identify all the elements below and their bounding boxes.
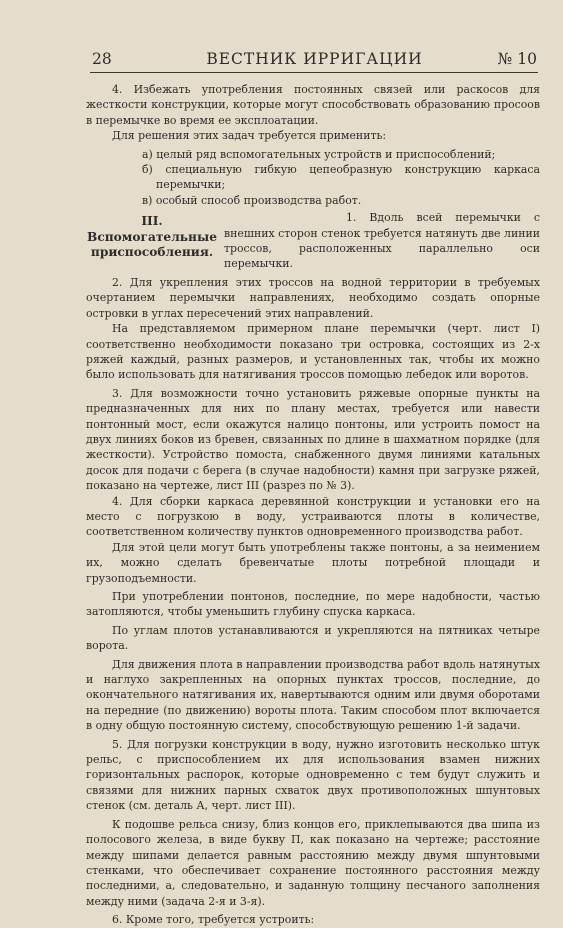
journal-title: ВЕСТНИК ИРРИГАЦИИ [206, 50, 423, 68]
paragraph-4c: При употреблении понтонов, последние, по мере надобности, частью затопляются, чтобы уменьшить глубину спуска каркаса. [86, 590, 540, 619]
page-number: 28 [92, 50, 112, 68]
header-rule [90, 72, 538, 73]
paragraph-5b: К подошве рельса снизу, близ концов его, приклепываются два шипа из полосового железа, в виде букву П, как показано на чертеже; расстояние между шипами делается равным расстоянию между двумя шпунтовыми стенками, что обеспечивает сохранение постоянного расстояния между последними, а, следовательно, и заданную толщину песчаного заполнения между ними (задача 2-я и 3-я). [86, 817, 540, 908]
paragraph-3: 3. Для возможности точно установить ряжевые опорные пункты на предназначенных для них по плану местах, требуется или навести понтонный мост, если окажутся налицо понтоны, или устроить помост на двух линиях боков из бревен, связанных по длине в шахматном порядке (для жесткости). Устройство помоста, снабженного двумя линиями катальных досок для подачи с берега (в случае надобности) камня при загрузке ряжей, показано на чертеже, лист III (разрез по № 3). [86, 386, 540, 493]
paragraph-4e: Для движения плота в направлении производства работ вдоль натянутых и наглухо закрепленных на опорных пунктах троссов, последние, до окончательного натягивания их, навертываются одним или двумя оборотами на передние (по движению) вороты плота. Таким способом плот включается в одну общую постоянную систему, способствующую решению 1-й задачи. [86, 657, 540, 733]
paragraph-5: 5. Для погрузки конструкции в воду, нужно изготовить несколько штук рельс, с приспособлением их для использования взамен нижних горизонтальных распорок, которые одновременно с тем будут служить и связями для нижних парных схваток двух противоположных шпунтовых стенок (см. деталь А, черт. лист III). [86, 737, 540, 813]
section-3-paragraph-1-text: 1. Вдоль всей перемычки с внешних сторон стенок требуется натянуть две линии троссов, расположенных параллельно оси перемычки. [224, 211, 540, 271]
paragraph-2b: На представляемом примерном плане перемычки (черт. лист I) соответственно необходимости показано три островка, состоящих из 2-х ряжей каждый, разных размеров, и установленных так, чтобы их можно было использовать для натягивания троссов помощью лебедок или воротов. [86, 322, 540, 382]
paragraph-4d: По углам плотов устанавливаются и укрепляются на пятниках четыре ворота. [86, 623, 540, 653]
body-text [86, 82, 540, 928]
paragraph-2: 2. Для укрепления этих троссов на водной территории в требуемых очертанием перемычки направлениях, необходимо создать опорные островки в углах пересечений этих направлений. [86, 275, 540, 320]
paragraph-solve-intro: Для решения этих задач требуется применить: [112, 129, 387, 143]
paragraph-4: 4. Для сборки каркаса деревянной конструкции и установки его на место с погрузкою в воду, устраиваются плоты в количестве, соответственном количеству пунктов одновременного производства работ. [86, 494, 540, 539]
list-item-b: б) специальную гибкую цепеобразную конструкцию каркаса перемычки; [142, 163, 540, 192]
paragraph-6: 6. Кроме того, требуется устроить: [112, 913, 315, 927]
section-3 [86, 210, 540, 272]
section-3-heading: III. Вспомогательные приспособления. [87, 214, 217, 260]
paragraph-4b: Для этой цели могут быть употреблены также понтоны, а за неимением их, можно сделать бревенчатые плоты потребной площади и грузоподъемности. [86, 540, 540, 585]
list-item-a: а) целый ряд вспомогательных устройств и приспособлений; [142, 147, 496, 161]
paragraph-4-intro: 4. Избежать употребления постоянных связей или раскосов для жесткости конструкции, которые могут способствовать образованию просоов в перемычке во время ее эксплоатации. [86, 83, 540, 127]
page-header [92, 50, 537, 70]
issue-number: № 10 [497, 50, 537, 68]
list-item-v: в) особый способ производства работ. [142, 193, 362, 207]
